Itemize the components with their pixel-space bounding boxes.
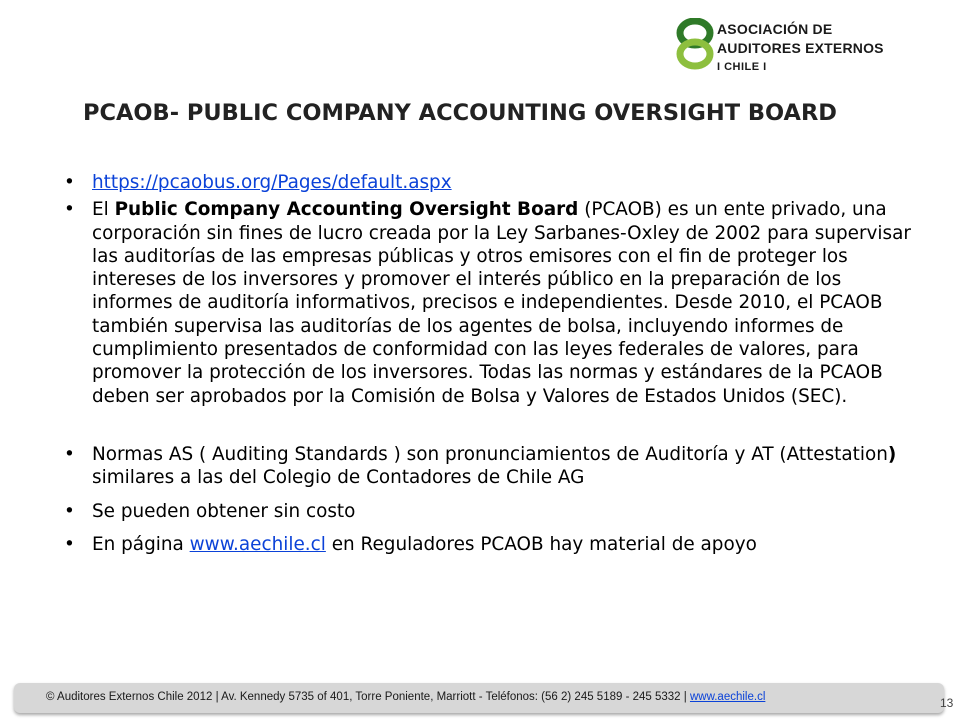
bullet-costo	[64, 500, 924, 523]
normas-part2: similares a las del Colegio de Contadores de Chile AG	[92, 467, 585, 489]
bullet-description	[64, 198, 924, 408]
bullet-pagina	[64, 533, 924, 556]
footer-contact: © Auditores Externos Chile 2012 | Av. Kennedy 5735 of 401, Torre Poniente, Marriott - Teléfonos: (56 2) 245 5189 - 245 5332 |	[46, 691, 690, 703]
logo-text	[717, 20, 884, 77]
footer-website-link[interactable]: www.aechile.cl	[689, 691, 766, 703]
pagina-prefix: En página	[92, 533, 190, 555]
desc-bold-name: Public Company Accounting Oversight Board	[114, 199, 579, 221]
desc-prefix: El	[92, 199, 115, 221]
pagina-suffix: en Reguladores PCAOB hay material de apoyo	[325, 533, 757, 555]
bullet-list	[64, 171, 924, 556]
normas-part1: Normas AS ( Auditing Standards ) son pronunciamientos de Auditoría y AT (Attestation	[92, 443, 888, 465]
pcaob-url-link[interactable]: https://pcaobus.org/Pages/default.aspx	[92, 172, 452, 193]
desc-rest: (PCAOB) es un ente privado, una corporación sin fines de lucro creada por la Ley Sarbanes-Oxley de 2002 para supervisar las auditorías de las empresas públicas y otros emisores con el fin de proteger los intereses de los inversores y promover el interés público en la preparación de los informes de auditoría informativos, precisos e independientes. Desde 2010, el PCAOB también supervisa las auditorías de los agentes de bolsa, incluyendo informes de cumplimiento presentados de conformidad con las leyes federales de valores, para promover la protección de los inversores. Todas las normas y estándares de la PCAOB deben ser aprobados por la Comisión de Bolsa y Valores de Estados Unidos (SEC).	[92, 199, 911, 407]
association-logo	[676, 16, 916, 88]
logo-line-1: ASOCIACIÓN DE	[717, 21, 833, 37]
slide-number: 13	[940, 696, 954, 710]
normas-bold-paren: )	[887, 443, 897, 465]
footer-bar	[14, 683, 944, 713]
bullet-marker: •	[64, 533, 75, 555]
bullet-marker: •	[64, 172, 75, 193]
aechile-link[interactable]: www.aechile.cl	[189, 533, 326, 555]
bullet-marker: •	[64, 199, 75, 221]
bullet-url	[64, 171, 924, 194]
logo-line-3: I CHILE I	[717, 61, 767, 73]
bullet-normas	[64, 443, 924, 490]
bullet-marker: •	[64, 500, 75, 522]
slide-title: PCAOB- PUBLIC COMPANY ACCOUNTING OVERSIGHT BOARD	[83, 100, 837, 126]
bullet-marker: •	[64, 443, 75, 465]
logo-rings-icon	[676, 18, 716, 70]
logo-line-2: AUDITORES EXTERNOS	[717, 40, 884, 56]
costo-text: Se pueden obtener sin costo	[92, 500, 356, 522]
footer-text	[46, 691, 765, 703]
